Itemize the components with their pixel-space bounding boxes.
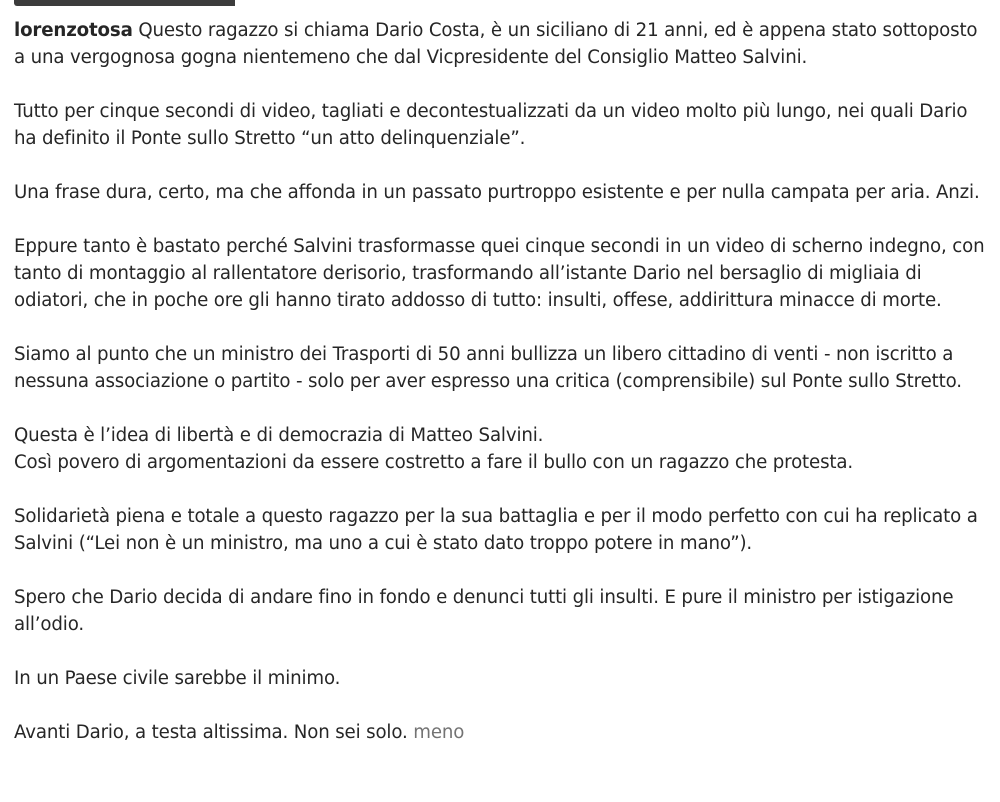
- caption-text: Questo ragazzo si chiama Dario Costa, è un siciliano di 21 anni, ed è appena stato sottoposto a una vergognosa gogna nientemeno che dal Vicpresidente del Consiglio Matteo Salvini.: [14, 20, 978, 68]
- caption-paragraph: [14, 179, 994, 206]
- cropped-previous-line: [14, 0, 274, 6]
- post-caption: [14, 17, 994, 746]
- caption-paragraph: [14, 584, 994, 638]
- caption-text: Eppure tanto è bastato perché Salvini trasformasse quei cinque secondi in un video di scherno indegno, con tanto di montaggio al rallentatore derisorio, trasformando all’istante Dario nel bersaglio di migliaia di odiatori, che in poche ore gli hanno tirato addosso di tutto: insulti, offese, addirittura minacce di morte.: [14, 236, 985, 311]
- caption-text: Avanti Dario, a testa altissima. Non sei solo.: [14, 722, 408, 743]
- caption-text: Solidarietà piena e totale a questo ragazzo per la sua battaglia e per il modo perfetto con cui ha replicato a Salvini (“Lei non è un ministro, ma uno a cui è stato dato troppo potere in mano”).: [14, 506, 978, 554]
- caption-text: Tutto per cinque secondi di video, tagliati e decontestualizzati da un video molto più lungo, nei quali Dario ha definito il Ponte sullo Stretto “un atto delinquenziale”.: [14, 101, 968, 149]
- caption-paragraph: [14, 233, 994, 314]
- caption-paragraph: [14, 665, 994, 692]
- username-link[interactable]: lorenzotosa: [14, 20, 133, 41]
- caption-text: Una frase dura, certo, ma che affonda in un passato purtroppo esistente e per nulla campata per aria. Anzi.: [14, 182, 980, 203]
- caption-paragraph: [14, 17, 994, 71]
- caption-paragraph: [14, 98, 994, 152]
- caption-paragraph: [14, 719, 994, 746]
- less-link[interactable]: meno: [413, 722, 465, 743]
- caption-paragraph: [14, 422, 994, 476]
- caption-text: In un Paese civile sarebbe il minimo.: [14, 668, 341, 689]
- caption-text: Così povero di argomentazioni da essere costretto a fare il bullo con un ragazzo che protesta.: [14, 452, 854, 473]
- caption-paragraph: [14, 341, 994, 395]
- caption-paragraph: [14, 503, 994, 557]
- caption-text: Spero che Dario decida di andare fino in fondo e denunci tutti gli insulti. E pure il ministro per istigazione all’odio.: [14, 587, 954, 635]
- caption-text: Questa è l’idea di libertà e di democrazia di Matteo Salvini.: [14, 425, 544, 446]
- caption-text: Siamo al punto che un ministro dei Trasporti di 50 anni bullizza un libero cittadino di venti - non iscritto a nessuna associazione o partito - solo per aver espresso una critica (comprensibile) sul Ponte sullo Stretto.: [14, 344, 962, 392]
